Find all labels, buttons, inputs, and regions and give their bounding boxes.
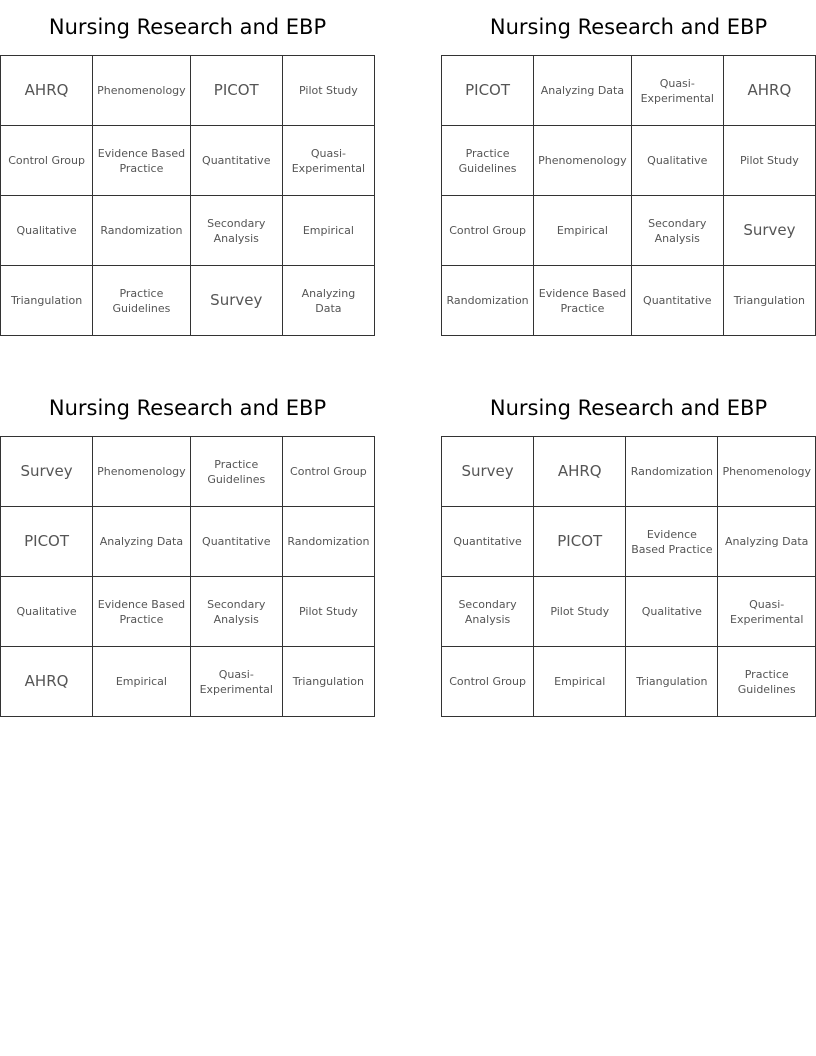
bingo-cell: Randomization (626, 437, 718, 507)
bingo-cell: Evidence Based Practice (93, 126, 191, 196)
bingo-cell: Empirical (534, 196, 632, 266)
bingo-cell: Survey (442, 437, 534, 507)
bingo-card-2 (441, 0, 816, 336)
bingo-cell: PICOT (1, 507, 93, 577)
bingo-cell: Empirical (93, 647, 191, 717)
bingo-cell: Phenomenology (93, 437, 191, 507)
bingo-cell: AHRQ (1, 647, 93, 717)
bingo-cell: PICOT (442, 56, 534, 126)
bingo-cell: Practice Guidelines (93, 266, 191, 336)
bingo-cell: Phenomenology (718, 437, 816, 507)
bingo-cell: Quantitative (632, 266, 724, 336)
bingo-cell: Survey (191, 266, 283, 336)
bingo-grid (0, 436, 375, 717)
bingo-cell: Analyzing Data (283, 266, 375, 336)
bingo-cell: Randomization (442, 266, 534, 336)
bingo-cell: Qualitative (1, 196, 93, 266)
bingo-cell: Triangulation (1, 266, 93, 336)
bingo-cell: Phenomenology (534, 126, 632, 196)
bingo-cell: Analyzing Data (718, 507, 816, 577)
bingo-cell: Pilot Study (534, 577, 626, 647)
bingo-cell: Secondary Analysis (191, 196, 283, 266)
bingo-cell: Quantitative (191, 507, 283, 577)
bingo-cell: Triangulation (626, 647, 718, 717)
bingo-cell: Secondary Analysis (632, 196, 724, 266)
card-title: Nursing Research and EBP (48, 15, 327, 39)
bingo-cell: Analyzing Data (93, 507, 191, 577)
bingo-cell: Empirical (283, 196, 375, 266)
bingo-cell: Survey (724, 196, 816, 266)
card-title: Nursing Research and EBP (489, 396, 768, 420)
bingo-cell: Quasi-Experimental (283, 126, 375, 196)
bingo-cell: Qualitative (1, 577, 93, 647)
bingo-cell: Control Group (283, 437, 375, 507)
bingo-cell: Phenomenology (93, 56, 191, 126)
bingo-cell: Pilot Study (283, 577, 375, 647)
bingo-cell: Secondary Analysis (191, 577, 283, 647)
bingo-cell: Quasi-Experimental (632, 56, 724, 126)
bingo-cell: Quantitative (191, 126, 283, 196)
bingo-cell: Quantitative (442, 507, 534, 577)
bingo-cell: Control Group (442, 196, 534, 266)
card-title: Nursing Research and EBP (489, 15, 768, 39)
bingo-cell: Quasi-Experimental (718, 577, 816, 647)
bingo-grid (441, 55, 816, 336)
bingo-cell: Evidence Based Practice (626, 507, 718, 577)
bingo-cell: Pilot Study (283, 56, 375, 126)
bingo-cell: Qualitative (626, 577, 718, 647)
bingo-cell: Practice Guidelines (442, 126, 534, 196)
bingo-cell: Practice Guidelines (191, 437, 283, 507)
bingo-cell: Evidence Based Practice (534, 266, 632, 336)
bingo-grid (441, 436, 816, 717)
bingo-cell: Triangulation (283, 647, 375, 717)
bingo-cell: AHRQ (724, 56, 816, 126)
bingo-cell: Qualitative (632, 126, 724, 196)
bingo-cell: Evidence Based Practice (93, 577, 191, 647)
bingo-cell: PICOT (534, 507, 626, 577)
bingo-cell: Empirical (534, 647, 626, 717)
bingo-cell: Practice Guidelines (718, 647, 816, 717)
bingo-cell: Control Group (1, 126, 93, 196)
bingo-card-3 (0, 381, 375, 717)
bingo-cell: PICOT (191, 56, 283, 126)
bingo-cell: Analyzing Data (534, 56, 632, 126)
bingo-cell: AHRQ (1, 56, 93, 126)
bingo-cell: Pilot Study (724, 126, 816, 196)
bingo-cell: Survey (1, 437, 93, 507)
bingo-card-4 (441, 381, 816, 717)
bingo-cell: Quasi-Experimental (191, 647, 283, 717)
bingo-cell: Triangulation (724, 266, 816, 336)
bingo-card-1 (0, 0, 375, 336)
bingo-grid (0, 55, 375, 336)
bingo-cell: Randomization (93, 196, 191, 266)
bingo-cell: Control Group (442, 647, 534, 717)
bingo-cell: AHRQ (534, 437, 626, 507)
bingo-cell: Secondary Analysis (442, 577, 534, 647)
card-title: Nursing Research and EBP (48, 396, 327, 420)
bingo-cell: Randomization (283, 507, 375, 577)
